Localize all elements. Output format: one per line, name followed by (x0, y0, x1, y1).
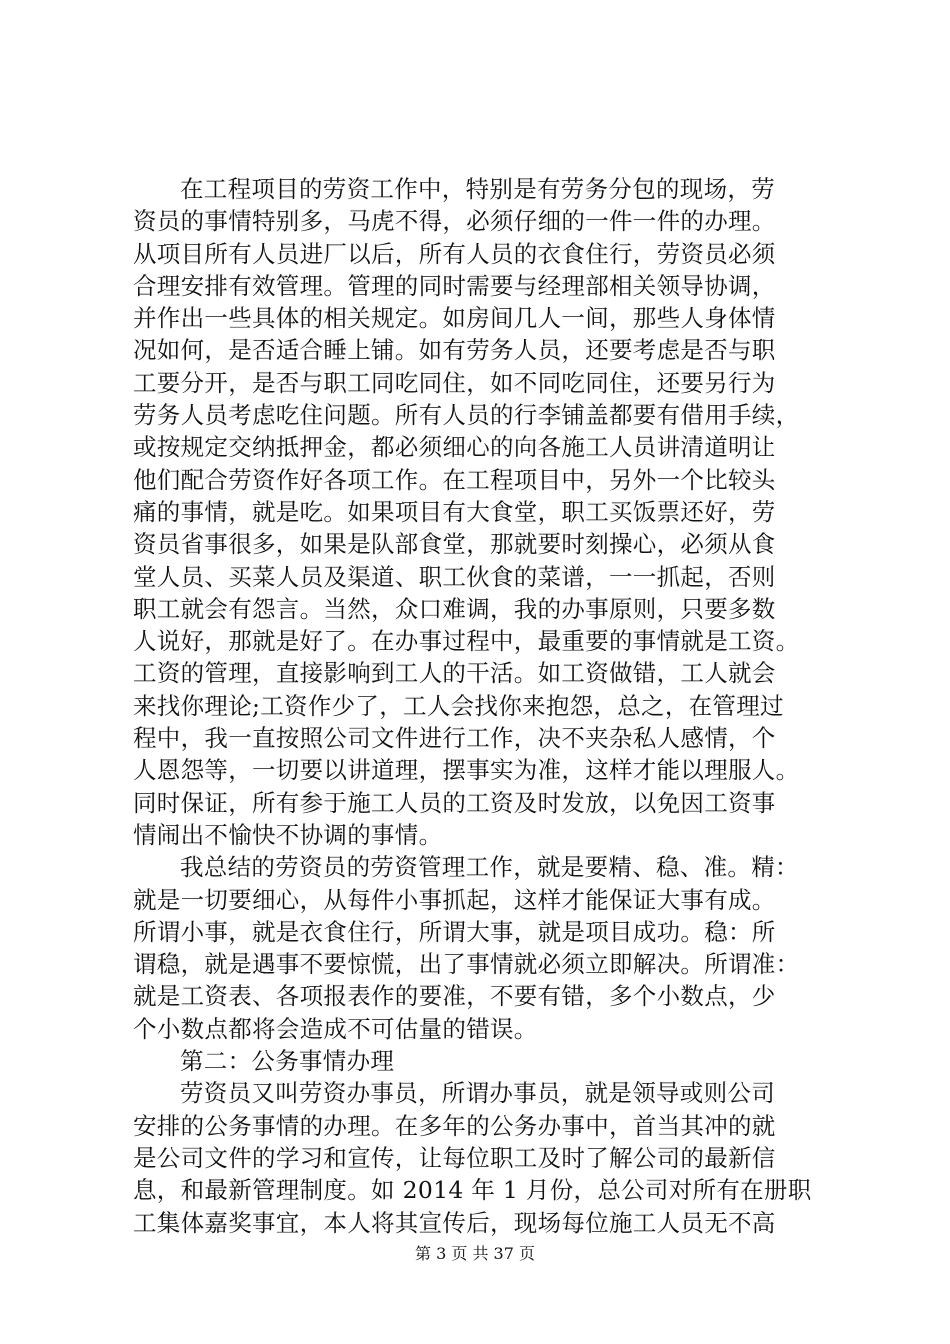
text-line: 程中，我一直按照公司文件进行工作，决不夹杂私人感情，个 (133, 724, 776, 753)
text-line: 况如何，是否适合睡上铺。如有劳务人员，还要考虑是否与职 (133, 336, 776, 365)
text-line: 在工程项目的劳资工作中，特别是有劳务分包的现场，劳 (180, 175, 775, 203)
text-line: 他们配合劳资作好各项工作。在工程项目中，另外一个比较头 (133, 465, 776, 494)
text-line: 资员省事很多，如果是队部食堂，那就要时刻操心，必须从食 (133, 530, 776, 559)
text-line: 并作出一些具体的相关规定。如房间几人一间，那些人身体情 (133, 304, 776, 333)
text-line: 情闹出不愉快不协调的事情。 (133, 820, 443, 849)
text-line: 职工就会有怨言。当然，众口难调，我的办事原则，只要多数 (133, 594, 776, 623)
page-footer: 第 3 页 共 37 页 (415, 1244, 535, 1263)
text-line: 资员的事情特别多，马虎不得，必须仔细的一件一件的办理。 (133, 207, 776, 236)
text-line: 安排的公务事情的办理。在多年的公务办事中，首当其冲的就 (133, 1111, 776, 1140)
text-line: 工集体嘉奖事宜，本人将其宣传后，现场每位施工人员无不高 (133, 1208, 776, 1237)
text-line: 就是一切要细心，从每件小事抓起，这样才能保证大事有成。 (133, 885, 776, 914)
text-line: 人恩怨等，一切要以讲道理，摆事实为准，这样才能以理服人。 (133, 756, 800, 785)
text-line: 所谓小事，就是衣食住行，所谓大事，就是项目成功。稳：所 (133, 917, 776, 946)
text-line: 痛的事情，就是吃。如果项目有大食堂，职工买饭票还好，劳 (133, 497, 776, 526)
text-line: 堂人员、买菜人员及渠道、职工伙食的菜谱，一一抓起，否则 (133, 562, 776, 591)
text-line: 就是工资表、各项报表作的要准，不要有错，多个小数点，少 (133, 982, 776, 1011)
text-line: 工要分开，是否与职工同吃同住，如不同吃同住，还要另行为 (133, 368, 776, 397)
document-body (133, 173, 833, 1239)
text-line: 工资的管理，直接影响到工人的干活。如工资做错，工人就会 (133, 659, 776, 688)
text-line: 来找你理论;工资作少了，工人会找你来抱怨，总之，在管理过 (133, 691, 784, 720)
text-line: 劳资员又叫劳资办事员，所谓办事员，就是领导或则公司 (180, 1079, 775, 1108)
text-line: 同时保证，所有参于施工人员的工资及时发放，以免因工资事 (133, 788, 776, 817)
text-line: 或按规定交纳抵押金，都必须细心的向各施工人员讲清道明让 (133, 433, 776, 462)
text-line: 谓稳，就是遇事不要惊慌，出了事情就必须立即解决。所谓准： (133, 950, 800, 979)
text-line: 合理安排有效管理。管理的同时需要与经理部相关领导协调， (133, 271, 776, 300)
text-line: 我总结的劳资员的劳资管理工作，就是要精、稳、准。精： (180, 853, 799, 882)
text-line: 是公司文件的学习和宣传，让每位职工及时了解公司的最新信 (133, 1143, 776, 1172)
text-line: 从项目所有人员进厂以后，所有人员的衣食住行，劳资员必须 (133, 239, 776, 268)
text-line: 劳务人员考虑吃住问题。所有人员的行李铺盖都要有借用手续， (133, 401, 800, 430)
text-line: 人说好，那就是好了。在办事过程中，最重要的事情就是工资。 (133, 627, 800, 656)
section-heading: 第二：公务事情办理 (180, 1047, 395, 1076)
text-line: 个小数点都将会造成不可估量的错误。 (133, 1014, 538, 1043)
text-line: 息，和最新管理制度。如 2014 年 1 月份，总公司对所有在册职 (133, 1176, 812, 1205)
